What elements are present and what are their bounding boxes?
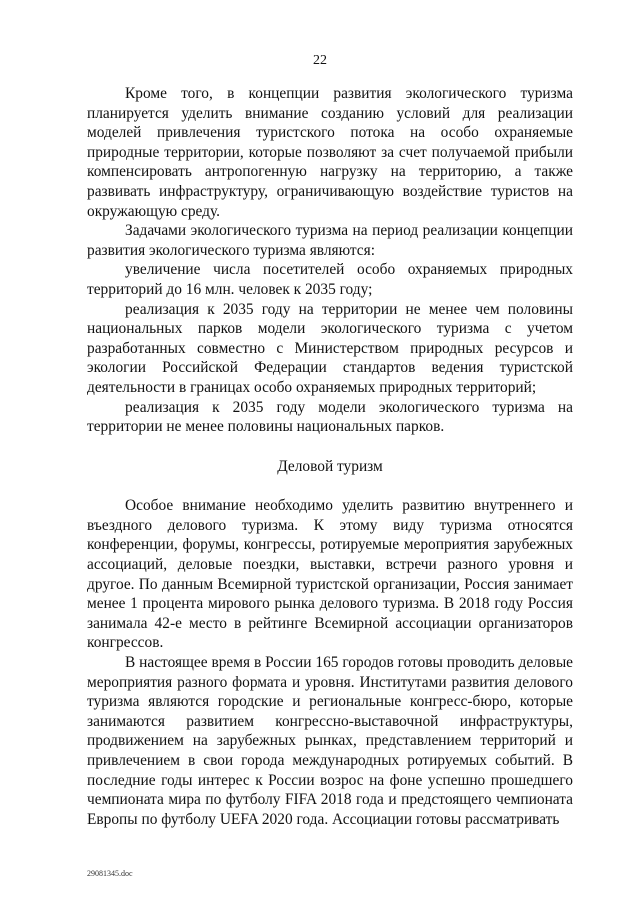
paragraph-business-tourism: Особое внимание необходимо уделить развитию внутреннего и въездного делового туризма. К этому виду туризма относятся конференции, форумы, конгрессы, ротируемые мероприятия зарубежных ассоциаций, деловые поездки, выставки, встречи разного уровня и другое. По данным Всемирной туристской организации, Россия занимает менее 1 процента мирового рынка делового туризма. В 2018 году Россия занимала 42-е место в рейтинге Всемирной ассоциации организаторов конгрессов. — [87, 497, 573, 652]
paragraph-tasks-heading: Задачами экологического туризма на период реализации концепции развития экологического туризма являются: — [87, 222, 573, 259]
paragraph-intro: Кроме того, в концепции развития экологического туризма планируется уделить внимание созданию условий для реализации моделей привлечения туристского потока на особо охраняемые природные территории, которые позволяют за счет получаемой прибыли компенсировать антропогенную нагрузку на территорию, а также развивать инфраструктуру, ограничивающую воздействие туристов на окружающую среду. — [87, 85, 573, 220]
paragraph-task-national-parks: реализация к 2035 году на территории не менее чем половины национальных парков модели экологического туризма с учетом разработанных совместно с Министерством природных ресурсов и экологии Российской Федерации стандартов ведения туристской деятельности в границах особо охраняемых природных территорий; — [87, 300, 573, 396]
paragraph-cities: В настоящее время в России 165 городов готовы проводить деловые мероприятия разного формата и уровня. Институтами развития делового туризма являются городские и региональные конгресс-бюро, которые занимаются развитием конгрессно-выставочной инфраструктуры, продвижением на зарубежных рынках, представлением территорий и привлечением в свои города международных ротируемых событий. В последние годы интерес к России возрос на фоне успешно прошедшего чемпионата мира по футболу FIFA 2018 года и предстоящего чемпионата Европы по футболу UEFA 2020 года. Ассоциации готовы рассматривать — [87, 654, 573, 828]
paragraph-task-visitors: увеличение числа посетителей особо охраняемых природных территорий до 16 млн. человек к 2035 году; — [87, 261, 573, 298]
paragraph-task-model: реализация к 2035 году модели экологического туризма на территории не менее половины национальных парков. — [87, 398, 573, 436]
footer-document-code: 29081345.doc — [87, 869, 133, 878]
document-body — [87, 84, 573, 829]
section-heading: Деловой туризм — [277, 457, 383, 475]
page-number: 22 — [313, 53, 327, 68]
